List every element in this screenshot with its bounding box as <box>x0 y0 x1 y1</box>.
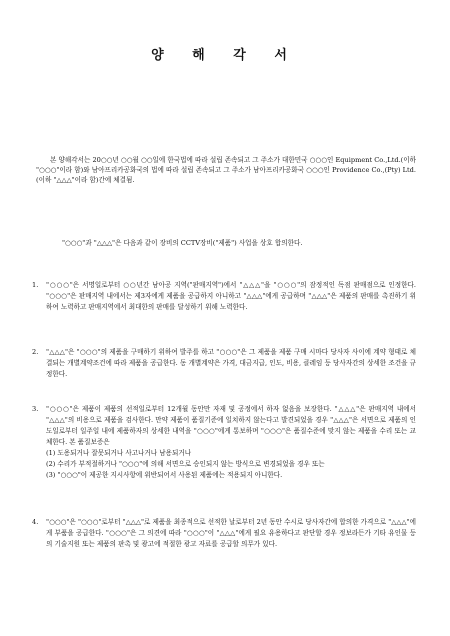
clause-3 <box>32 404 416 481</box>
clause-2 <box>32 347 416 380</box>
document-title: 양 해 각 서 <box>151 48 299 63</box>
clause-text: "○○○"은 제품이 제품의 선적일로부터 12개월 동안만 자재 및 공정에서 하자 없음을 보장한다. "△△△"은 판매지역 내에서 "△△△"의 비용으로 제품을 검사한다. 만약 제품이 품질기준에 일치하지 않는다고 발견되었을 경우 "△△△"은 서면으로 제품의 인도일로부터 일주일 내에 제품하자의 상세한 내역을 "○○○"에게 통보하며 "○○○"은 품질수준에 맞지 않는 제품을 수리 또는 교체한다. 본 품질보증은 <box>46 405 416 446</box>
clause-number: 2. <box>32 348 39 356</box>
clause-number: 4. <box>32 518 39 526</box>
intro-paragraph: 본 양해각서는 20○○년 ○○월 ○○일에 한국법에 따라 설립 존속되고 그 주소가 대한민국 ○○○인 Equipment Co.,Ltd.(이하 "○○○"이라 함)와 남아프리카공화국의 법에 따라 설립 존속되고 그 주소가 남아프리카공화국 ○○○인 Providence Co.,(Pty) Ltd.(이하 "△△△"이라 함)간에 체결됨. <box>36 156 416 184</box>
clause-subitem: (2) 수리가 부적절하거나 "○○○"에 의해 서면으로 승인되지 않는 방식으로 변경되었을 경우 또는 <box>46 460 325 468</box>
clause-text: "○○○"은 서명일로부터 ○○년간 남아공 지역("판매지역")에서 "△△△"을 "○○○"의 잠정적인 독점 판매점으로 인정한다. "○○○"은 판매지역 내에서는 제3자에게 제품을 공급하지 아니하고 "△△△"에게 공급하며 "△△△"은 제품의 판매를 촉진하기 위하여 노력하고 판매지역에서 최대한의 판매를 달성하기 위해 노력한다. <box>46 281 416 311</box>
clause-text: "○○○"은 "○○○"로부터 "△△△"로 제품을 최종적으로 선적한 날로부터 2년 동안 수시로 당사자간에 합의한 가격으로 "△△△"에게 부품을 공급한다. "○○○"은 그 의견에 따라 "○○○"이 "△△△"에게 필요 유용하다고 판단할 경우 정보라든가 기타 유인물 등의 기술지원 또는 제품의 판촉 및 광고에 적절한 광고 자료를 공급할 의무가 있다. <box>46 518 416 548</box>
clause-1 <box>32 280 416 313</box>
agreement-statement: "○○○"과 "△△△"은 다음과 같이 장비의 CCTV장비("제품") 사업을 상호 합의한다. <box>62 239 303 247</box>
clause-4 <box>32 517 416 550</box>
clause-text: "△△△"은 "○○○"의 제품을 구매하기 위하여 발주를 하고 "○○○"은 그 제품을 제품 구매 시마다 당사자 사이에 계약 형태로 체결되는 개별계약조건에 따라 제품을 공급한다. 동 개별계약은 가격, 대금지급, 인도, 비용, 클레임 등 당사자간의 상세한 조건을 규정한다. <box>46 348 416 378</box>
clause-number: 1. <box>32 281 39 289</box>
clause-subitem: (1) 도용되거나 잘못되거나 사고나거나 남용되거나 <box>46 449 192 457</box>
clause-subitem: (3) "○○○"이 제공한 지시사항에 위반되어서 사용된 제품에는 적용되지 아니한다. <box>46 471 283 479</box>
clause-number: 3. <box>32 405 39 413</box>
